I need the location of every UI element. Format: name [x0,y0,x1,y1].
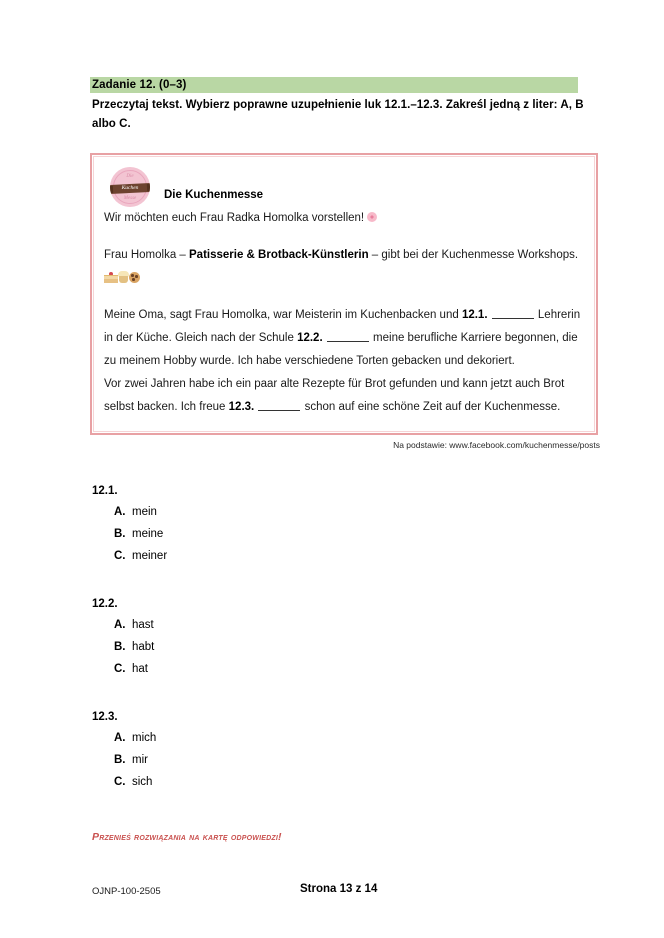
option-letter: A. [114,506,126,518]
question-number-12-1: 12.1. [92,485,118,497]
question-group-12-2 [92,594,154,680]
option-letter: A. [114,619,126,631]
logo-bottom-text: Messe [123,196,137,201]
footer-exam-code: OJNP-100-2505 [92,886,161,897]
logo-mid-text: Kuchen [121,185,139,191]
option-letter: C. [114,776,126,788]
answer-blank-12-3[interactable] [258,399,300,411]
option-12-2-b[interactable] [92,636,154,658]
answer-blank-12-1[interactable] [492,307,534,319]
footer-page-number: Strona 13 z 14 [300,883,378,895]
option-text: sich [132,776,153,788]
task-instruction: Przeczytaj tekst. Wybierz poprawne uzupełnienie luk 12.1.–12.3. Zakreśl jedną z liter: A, B albo C. [92,99,584,130]
reading-passage-content [104,167,584,425]
kuchenmesse-logo-icon [110,167,150,207]
cookie-icon [129,272,140,283]
brand-title: Die Kuchenmesse [164,189,264,201]
question-number-12-3: 12.3. [92,711,118,723]
artist-bold-text: Patisserie & Brotback-Künstlerin [189,249,369,261]
cupcake-icon [118,271,129,283]
option-text: habt [132,641,155,653]
cake-icon [104,272,118,283]
artist-pre-text: Frau Homolka – [104,249,190,261]
option-12-1-b[interactable] [92,523,167,545]
question-group-12-1 [92,481,167,567]
option-letter: B. [114,641,126,653]
option-12-1-a[interactable] [92,501,167,523]
option-12-3-b[interactable] [92,749,156,771]
artist-post-text: – gibt bei der Kuchenmesse Workshops. [368,249,579,261]
answer-blank-12-2[interactable] [327,330,369,342]
gap-paragraph-two [104,373,584,419]
gap-para2-seg2: schon auf eine schöne Zeit auf der Kuchenmesse. [301,401,561,413]
question-group-12-3 [92,707,156,793]
option-letter: C. [114,663,126,675]
brand-header-row [104,167,584,207]
gap-label-12-2: 12.2. [297,332,323,344]
option-letter: B. [114,754,126,766]
gap-para1-seg3: meine berufliche Karriere begonnen, die zu meinem Hobby wurde. Ich habe verschiedene Torten gebacken und dekoriert. [104,332,578,367]
question-number-12-2: 12.2. [92,598,118,610]
transfer-answers-notice: Przenieś rozwiązania na kartę odpowiedzi! [92,831,282,843]
task-header-label: Zadanie 12. (0–3) [92,79,187,91]
option-12-2-a[interactable] [92,614,154,636]
logo-top-text: Die [126,174,134,179]
gap-label-12-3: 12.3. [228,401,255,413]
cherry-blossom-icon [367,212,377,222]
option-letter: C. [114,550,126,562]
option-12-2-c[interactable] [92,658,154,680]
intro-line [104,207,584,230]
gap-para2-seg1: Vor zwei Jahren habe ich ein paar alte Rezepte für Brot gefunden und kann jetzt auch Brot selbst backen. Ich freue [104,378,565,413]
gap-label-12-1: 12.1. [461,309,488,321]
option-letter: A. [114,732,126,744]
gap-paragraph-one [104,304,584,373]
gap-para1-seg2: Lehrerin in der Küche. Gleich nach der Schule [104,309,581,344]
option-12-1-c[interactable] [92,545,167,567]
source-attribution: Na podstawie: www.facebook.com/kuchenmesse/posts [393,440,600,450]
intro-line-text: Wir möchten euch Frau Radka Homolka vorstellen! [104,212,365,224]
artist-paragraph [104,244,584,290]
option-text: mich [132,732,157,744]
option-text: mir [132,754,148,766]
option-letter: B. [114,528,126,540]
option-12-3-a[interactable] [92,727,156,749]
option-text: meiner [132,550,168,562]
option-text: hat [132,663,148,675]
option-12-3-c[interactable] [92,771,156,793]
gap-para1-seg1: Meine Oma, sagt Frau Homolka, war Meisterin im Kuchenbacken und [104,309,462,321]
option-text: hast [132,619,154,631]
option-text: meine [132,528,164,540]
reading-passage-box [90,153,598,435]
option-text: mein [132,506,157,518]
